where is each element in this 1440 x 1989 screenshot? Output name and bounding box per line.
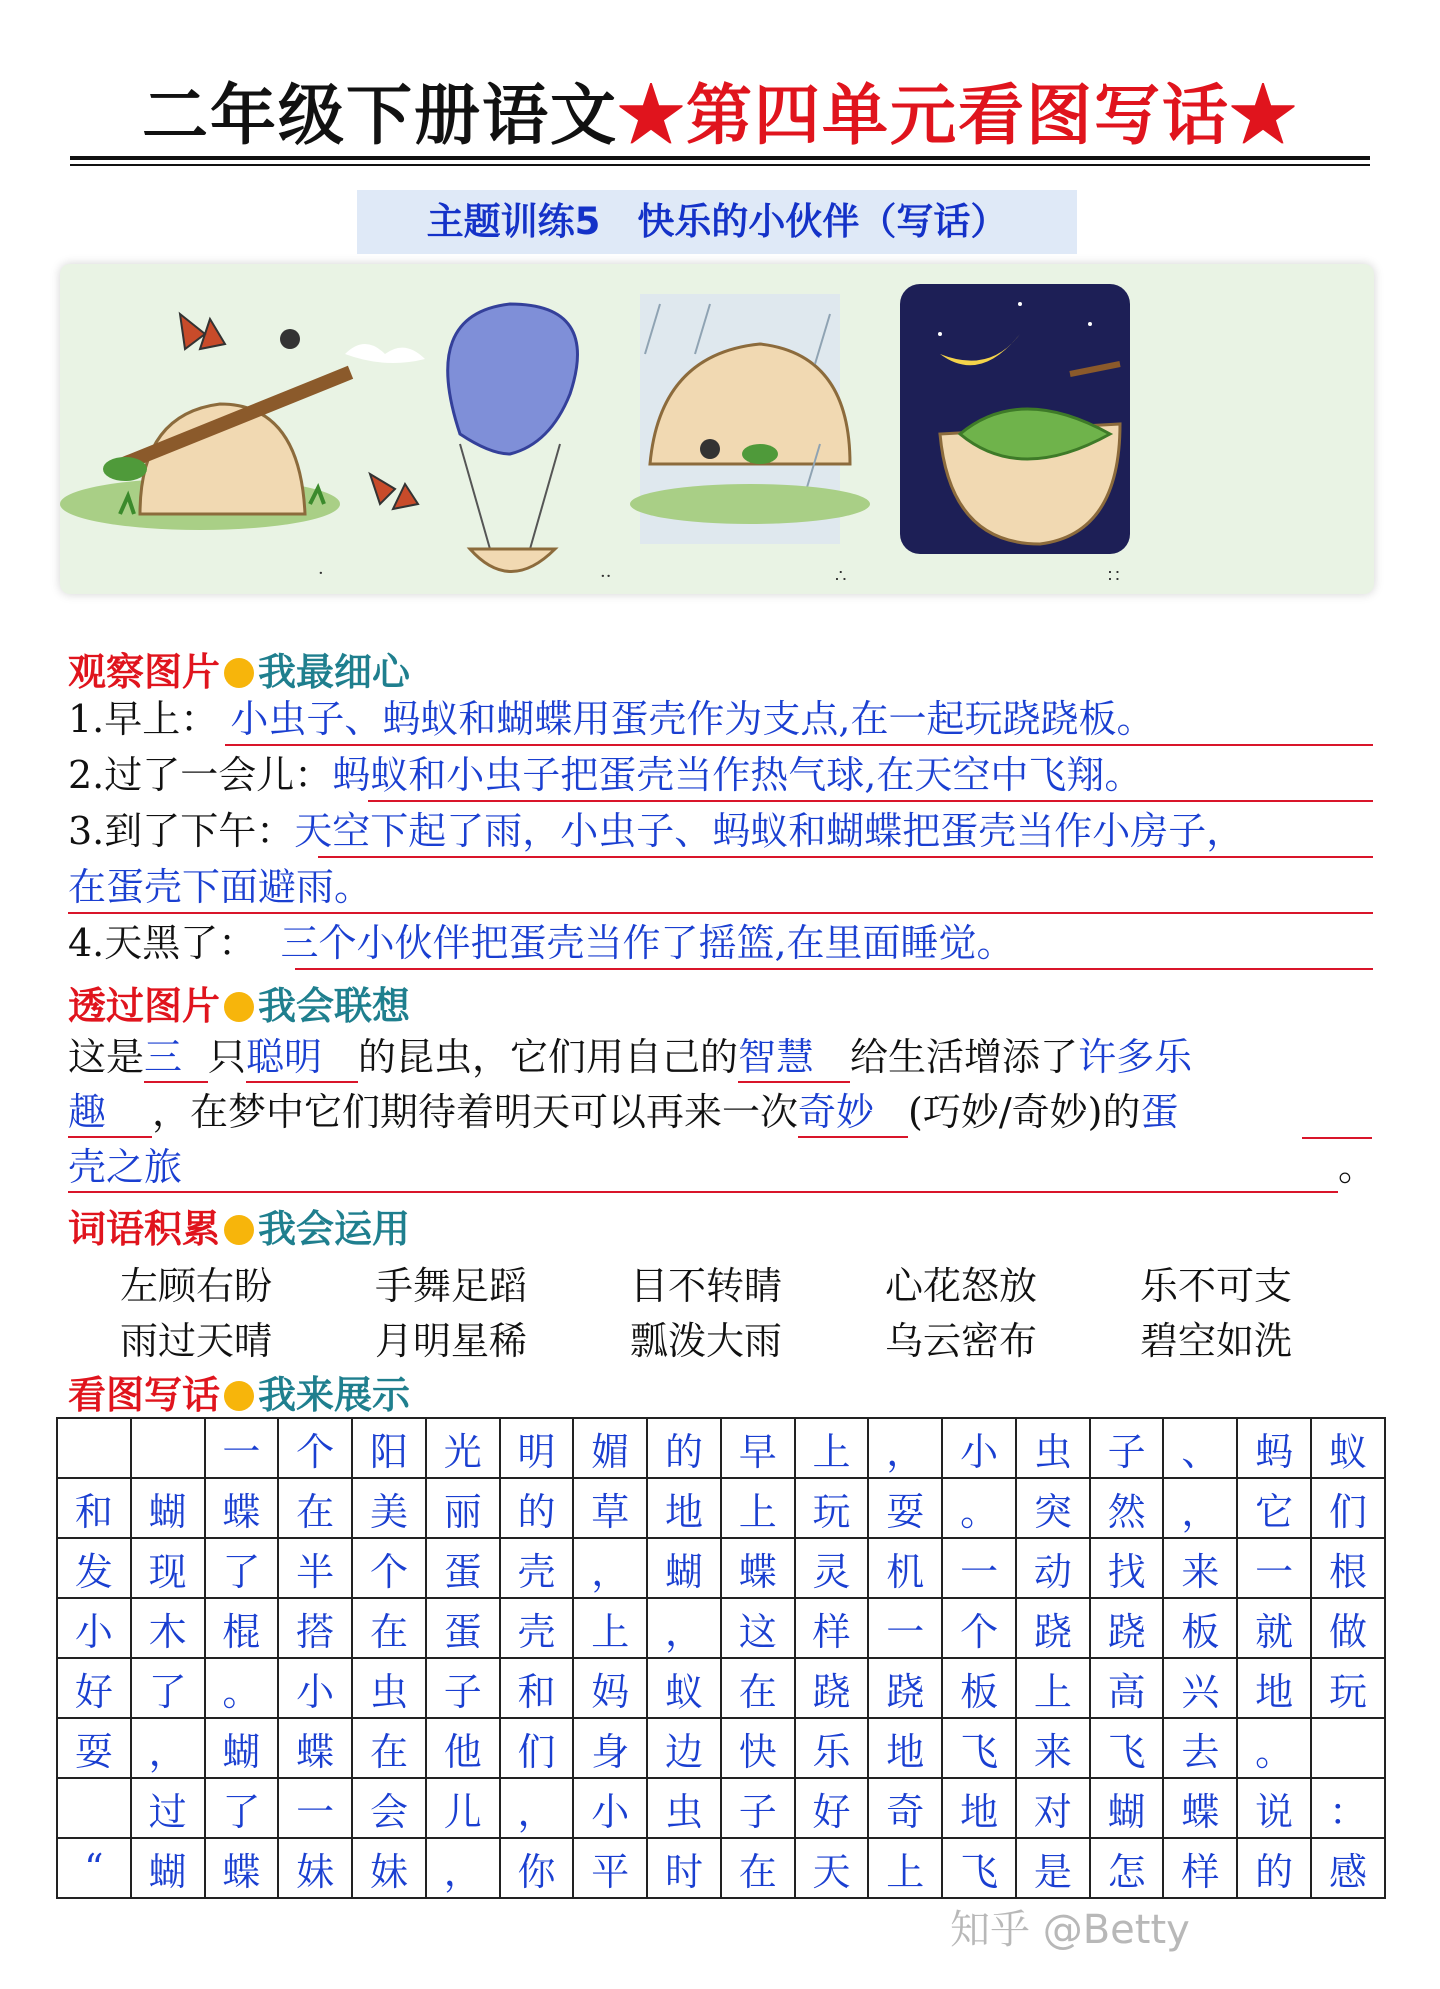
panel-number-2: ·· xyxy=(600,566,612,587)
grid-cell: 这 xyxy=(721,1598,795,1658)
grid-cell: 一 xyxy=(868,1598,942,1658)
title-rule-thick xyxy=(70,156,1370,160)
grid-cell: 上 xyxy=(868,1838,942,1898)
grid-cell: 搭 xyxy=(278,1598,352,1658)
grid-cell: 上 xyxy=(795,1418,869,1478)
grid-cell: 壳 xyxy=(500,1598,574,1658)
grid-cell: 跷 xyxy=(868,1658,942,1718)
grid-cell: 蚁 xyxy=(647,1658,721,1718)
panel-number-4: ∷ xyxy=(1108,566,1120,587)
grid-cell: 样 xyxy=(1163,1838,1237,1898)
grid-cell: 机 xyxy=(868,1538,942,1598)
grid-cell: 飞 xyxy=(942,1838,1016,1898)
imagine-line-3: 壳之旅 。 xyxy=(68,1140,1378,1194)
grid-cell: 你 xyxy=(500,1838,574,1898)
grid-cell: 蝴 xyxy=(205,1718,279,1778)
dot-icon xyxy=(224,1215,254,1245)
grid-cell: 他 xyxy=(426,1718,500,1778)
grid-cell: 对 xyxy=(1016,1778,1090,1838)
grid-cell: 了 xyxy=(205,1778,279,1838)
answer-line xyxy=(318,856,1373,858)
grid-cell: 飞 xyxy=(1090,1718,1164,1778)
grid-cell: 奇 xyxy=(868,1778,942,1838)
grid-cell: ， xyxy=(500,1778,574,1838)
grid-cell: 上 xyxy=(1016,1658,1090,1718)
grid-cell: ， xyxy=(647,1598,721,1658)
grid-cell: 好 xyxy=(57,1658,131,1718)
grid-cell: ， xyxy=(868,1418,942,1478)
star-icon: ★ xyxy=(618,76,686,154)
grid-cell: 们 xyxy=(500,1718,574,1778)
grid-cell: 兴 xyxy=(1163,1658,1237,1718)
title-red: 第四单元看图写话 xyxy=(686,76,1230,154)
grid-cell: 地 xyxy=(647,1478,721,1538)
grid-row xyxy=(57,1478,1385,1538)
grid-cell: 乐 xyxy=(795,1718,869,1778)
grid-cell: 动 xyxy=(1016,1538,1090,1598)
grid-cell: 好 xyxy=(795,1778,869,1838)
grid-cell: 一 xyxy=(942,1538,1016,1598)
grid-cell: 的 xyxy=(647,1418,721,1478)
grid-cell: 、 xyxy=(1163,1418,1237,1478)
grid-cell: ， xyxy=(573,1538,647,1598)
grid-cell: 妹 xyxy=(352,1838,426,1898)
grid-cell: 它 xyxy=(1237,1478,1311,1538)
section-vocab-heading: 词语积累 我会运用 xyxy=(68,1207,411,1251)
grid-cell xyxy=(57,1778,131,1838)
title-main: 二年级下册语文 xyxy=(142,76,618,154)
grid-row xyxy=(57,1718,1385,1778)
panel-night-illustration xyxy=(900,284,1130,554)
grid-cell: 平 xyxy=(573,1838,647,1898)
grid-cell: 子 xyxy=(721,1778,795,1838)
grid-row xyxy=(57,1598,1385,1658)
observe-item-3-cont: 在蛋壳下面避雨。 xyxy=(68,865,373,909)
title-rule-thin xyxy=(70,164,1370,166)
grid-cell: 个 xyxy=(352,1538,426,1598)
grid-cell: 丽 xyxy=(426,1478,500,1538)
panel-seesaw-illustration xyxy=(60,314,353,530)
grid-cell: 蝶 xyxy=(205,1478,279,1538)
grid-row xyxy=(57,1418,1385,1478)
grid-cell: 来 xyxy=(1163,1538,1237,1598)
observe-item-1: 1.早上： 小虫子、蚂蚁和蝴蝶用蛋壳作为支点,在一起玩跷跷板。 xyxy=(68,697,1155,741)
grid-cell: 。 xyxy=(1237,1718,1311,1778)
grid-cell: 蚂 xyxy=(1237,1418,1311,1478)
grid-row xyxy=(57,1658,1385,1718)
subtitle: 主题训练5 快乐的小伙伴（写话） xyxy=(357,190,1077,254)
grid-cell: 找 xyxy=(1090,1538,1164,1598)
grid-cell: 明 xyxy=(500,1418,574,1478)
grid-cell: 小 xyxy=(57,1598,131,1658)
grid-cell: 发 xyxy=(57,1538,131,1598)
grid-cell: 边 xyxy=(647,1718,721,1778)
grid-row xyxy=(57,1778,1385,1838)
grid-cell: 蝶 xyxy=(278,1718,352,1778)
grid-cell xyxy=(57,1418,131,1478)
grid-cell: 地 xyxy=(1237,1658,1311,1718)
grid-cell: “ xyxy=(57,1838,131,1898)
grid-cell: 是 xyxy=(1016,1838,1090,1898)
grid-cell: 一 xyxy=(278,1778,352,1838)
grid-cell: 根 xyxy=(1311,1538,1385,1598)
answer-line xyxy=(368,800,1373,802)
grid-cell: 在 xyxy=(278,1478,352,1538)
grid-cell: 玩 xyxy=(1311,1658,1385,1718)
grid-cell: 。 xyxy=(205,1658,279,1718)
grid-cell: 样 xyxy=(795,1598,869,1658)
grid-cell xyxy=(131,1418,205,1478)
imagine-line-1: 这是三 只聪明 的昆虫，它们用自己的智慧 给生活增添了许多乐 xyxy=(68,1030,1378,1084)
answer-line xyxy=(225,744,1373,746)
grid-cell: 板 xyxy=(942,1658,1016,1718)
grid-cell: 一 xyxy=(205,1418,279,1478)
vocab-row-2: 雨过天晴 月明星稀 瓢泼大雨 乌云密布 碧空如洗 xyxy=(120,1319,1293,1363)
grid-cell: 木 xyxy=(131,1598,205,1658)
grid-cell: 的 xyxy=(500,1478,574,1538)
grid-cell: 一 xyxy=(1237,1538,1311,1598)
dot-icon xyxy=(224,992,254,1022)
grid-cell: ， xyxy=(1163,1478,1237,1538)
grid-cell: 怎 xyxy=(1090,1838,1164,1898)
vocab-row-1: 左顾右盼 手舞足蹈 目不转睛 心花怒放 乐不可支 xyxy=(120,1264,1293,1308)
grid-cell: 个 xyxy=(278,1418,352,1478)
grid-cell: 跷 xyxy=(1090,1598,1164,1658)
grid-cell: 蝴 xyxy=(131,1478,205,1538)
section-imagine-heading: 透过图片 我会联想 xyxy=(68,984,411,1028)
grid-cell: 和 xyxy=(500,1658,574,1718)
grid-cell: 在 xyxy=(721,1838,795,1898)
grid-cell: 过 xyxy=(131,1778,205,1838)
grid-cell: 来 xyxy=(1016,1718,1090,1778)
grid-cell: 去 xyxy=(1163,1718,1237,1778)
dot-icon xyxy=(224,658,254,688)
star-icon: ★ xyxy=(1230,76,1298,154)
answer-line xyxy=(68,912,1373,914)
grid-cell: 。 xyxy=(942,1478,1016,1538)
grid-cell: 会 xyxy=(352,1778,426,1838)
grid-cell: 半 xyxy=(278,1538,352,1598)
grid-cell: 光 xyxy=(426,1418,500,1478)
grid-row xyxy=(57,1838,1385,1898)
grid-cell: ， xyxy=(426,1838,500,1898)
imagine-line-2: 趣 ，在梦中它们期待着明天可以再来一次奇妙 (巧妙/奇妙)的蛋 xyxy=(68,1085,1378,1139)
grid-cell: 虫 xyxy=(1016,1418,1090,1478)
grid-cell: ， xyxy=(131,1718,205,1778)
grid-cell: 蝴 xyxy=(647,1538,721,1598)
observe-answer-4: 三个小伙伴把蛋壳当作了摇篮,在里面睡觉。 xyxy=(280,921,1015,965)
grid-cell: 棍 xyxy=(205,1598,279,1658)
dot-icon xyxy=(224,1381,254,1411)
observe-item-4: 4.天黑了： 三个小伙伴把蛋壳当作了摇篮,在里面睡觉。 xyxy=(68,921,1015,965)
grid-cell: 个 xyxy=(942,1598,1016,1658)
grid-cell: 妹 xyxy=(278,1838,352,1898)
story-picture xyxy=(60,264,1374,594)
grid-cell: 玩 xyxy=(795,1478,869,1538)
grid-cell: 上 xyxy=(573,1598,647,1658)
grid-row xyxy=(57,1538,1385,1598)
grid-cell: 蝶 xyxy=(721,1538,795,1598)
grid-cell: 虫 xyxy=(352,1658,426,1718)
grid-cell: 高 xyxy=(1090,1658,1164,1718)
grid-cell: 蝴 xyxy=(1090,1778,1164,1838)
grid-cell: 在 xyxy=(352,1598,426,1658)
grid-cell: 蝶 xyxy=(205,1838,279,1898)
grid-cell: 草 xyxy=(573,1478,647,1538)
grid-cell: 小 xyxy=(573,1778,647,1838)
grid-cell: 虫 xyxy=(647,1778,721,1838)
grid-cell: 做 xyxy=(1311,1598,1385,1658)
grid-cell: 阳 xyxy=(352,1418,426,1478)
section-observe-heading: 观察图片 我最细心 xyxy=(68,650,411,694)
grid-cell: 儿 xyxy=(426,1778,500,1838)
grid-cell: 媚 xyxy=(573,1418,647,1478)
panel-balloon-illustration xyxy=(345,304,578,572)
grid-cell: 妈 xyxy=(573,1658,647,1718)
grid-cell: 上 xyxy=(721,1478,795,1538)
grid-cell: 蛋 xyxy=(426,1598,500,1658)
grid-cell: 就 xyxy=(1237,1598,1311,1658)
grid-cell: 耍 xyxy=(868,1478,942,1538)
grid-cell: 飞 xyxy=(942,1718,1016,1778)
grid-cell: 子 xyxy=(426,1658,500,1718)
grid-cell xyxy=(1311,1718,1385,1778)
grid-cell: 地 xyxy=(868,1718,942,1778)
grid-cell: 子 xyxy=(1090,1418,1164,1478)
grid-cell: 在 xyxy=(352,1718,426,1778)
panel-number-3: ∴ xyxy=(835,566,847,587)
grid-cell: 身 xyxy=(573,1718,647,1778)
grid-cell: 小 xyxy=(942,1418,1016,1478)
observe-answer-2: 蚂蚁和小虫子把蛋壳当作热气球,在天空中飞翔。 xyxy=(332,753,1143,797)
grid-cell: 灵 xyxy=(795,1538,869,1598)
grid-cell: 们 xyxy=(1311,1478,1385,1538)
grid-cell: 感 xyxy=(1311,1838,1385,1898)
grid-cell: 地 xyxy=(942,1778,1016,1838)
observe-item-2: 2.过了一会儿：蚂蚁和小虫子把蛋壳当作热气球,在天空中飞翔。 xyxy=(68,753,1143,797)
grid-cell: 说 xyxy=(1237,1778,1311,1838)
grid-cell: 耍 xyxy=(57,1718,131,1778)
grid-cell: 天 xyxy=(795,1838,869,1898)
grid-cell: 快 xyxy=(721,1718,795,1778)
grid-cell: 在 xyxy=(721,1658,795,1718)
page-title xyxy=(70,70,1370,160)
grid-cell: ： xyxy=(1311,1778,1385,1838)
observe-item-3: 3.到了下午：天空下起了雨，小虫子、蚂蚁和蝴蝶把蛋壳当作小房子， xyxy=(68,809,1245,853)
grid-cell: 了 xyxy=(131,1658,205,1718)
grid-cell: 然 xyxy=(1090,1478,1164,1538)
grid-cell: 时 xyxy=(647,1838,721,1898)
grid-cell: 蛋 xyxy=(426,1538,500,1598)
observe-answer-3: 天空下起了雨，小虫子、蚂蚁和蝴蝶把蛋壳当作小房子， xyxy=(294,809,1245,853)
grid-cell: 壳 xyxy=(500,1538,574,1598)
grid-cell: 美 xyxy=(352,1478,426,1538)
grid-cell: 跷 xyxy=(795,1658,869,1718)
panel-number-1: · xyxy=(318,563,324,584)
writing-grid xyxy=(56,1417,1386,1899)
grid-cell: 跷 xyxy=(1016,1598,1090,1658)
section-writing-heading: 看图写话 我来展示 xyxy=(68,1373,411,1417)
grid-cell: 早 xyxy=(721,1418,795,1478)
grid-cell: 小 xyxy=(278,1658,352,1718)
grid-cell: 板 xyxy=(1163,1598,1237,1658)
grid-cell: 的 xyxy=(1237,1838,1311,1898)
grid-cell: 蚁 xyxy=(1311,1418,1385,1478)
grid-cell: 蝴 xyxy=(131,1838,205,1898)
panel-rain-illustration xyxy=(630,294,870,544)
grid-cell: 了 xyxy=(205,1538,279,1598)
grid-cell: 现 xyxy=(131,1538,205,1598)
answer-line xyxy=(295,968,1373,970)
observe-answer-1: 小虫子、蚂蚁和蝴蝶用蛋壳作为支点,在一起玩跷跷板。 xyxy=(230,697,1155,741)
grid-cell: 蝶 xyxy=(1163,1778,1237,1838)
answer-line xyxy=(1302,1137,1372,1139)
grid-cell: 突 xyxy=(1016,1478,1090,1538)
grid-cell: 和 xyxy=(57,1478,131,1538)
watermark: 知乎 @Betty xyxy=(950,1907,1190,1953)
